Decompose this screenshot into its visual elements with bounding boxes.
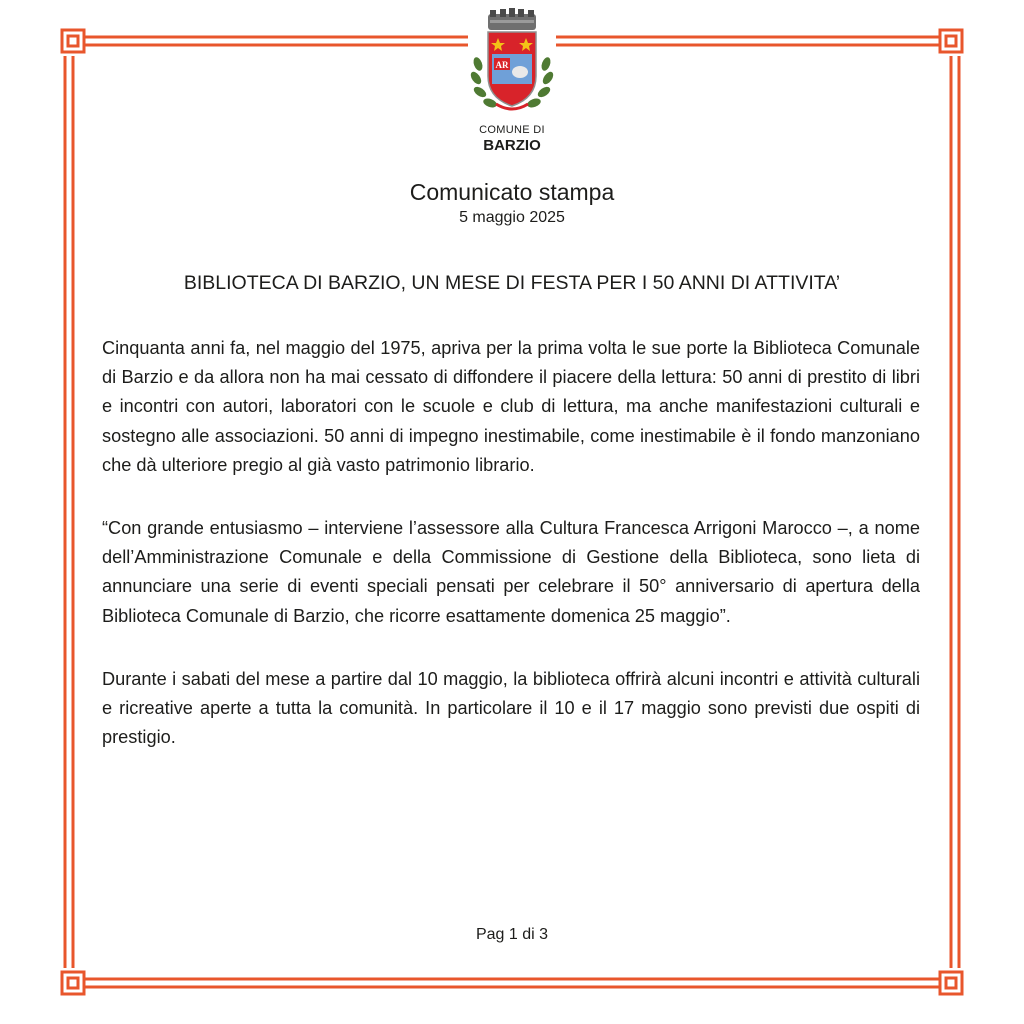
- paragraph: Durante i sabati del mese a partire dal 10 maggio, la biblioteca offrirà alcuni incontri e attività culturali e ricreative aperte a tutta la comunità. In particolare il 10 e il 17 maggio sono previsti due ospiti di prestigio.: [102, 668, 920, 748]
- svg-text:AR: AR: [495, 60, 509, 70]
- paragraph: Cinquanta anni fa, nel maggio del 1975, apriva per la prima volta le sue porte la Biblioteca Comunale di Barzio e da allora non ha mai cessato di diffondere il piacere della lettura: 50 anni di prestito di libri e incontri con autori, laboratori con le scuole e club di lettura, ma anche manifestazioni culturali e sostegno alle associazioni. 50 anni di impegno inestimabile, come inestimabile è il fondo manzoniano che dà ulteriore pregio al già vasto patrimonio librario.: [102, 338, 920, 475]
- corner-ornament-icon: [62, 972, 84, 994]
- comune-name: BARZIO: [483, 137, 541, 154]
- document-type: Comunicato stampa: [409, 179, 615, 205]
- corner-ornament-icon: [940, 30, 962, 52]
- corner-ornament-icon: [62, 30, 84, 52]
- corner-ornament-icon: [940, 972, 962, 994]
- press-release-headline: BIBLIOTECA DI BARZIO, UN MESE DI FESTA PER I 50 ANNI DI ATTIVITA’: [183, 272, 841, 294]
- paragraph: “Con grande entusiasmo – interviene l’assessore alla Cultura Francesca Arrigoni Marocco –, a nome dell’Amministrazione Comunale e della Commissione di Gestione della Biblioteca, sono lieta di annunciare una serie di eventi speciali pensati per celebrare il 50° anniversario di apertura della Biblioteca Comunale di Barzio, che ricorre esattamente domenica 25 maggio”.: [102, 518, 920, 626]
- coat-of-arms-icon: [462, 6, 562, 126]
- comune-label: COMUNE DI: [479, 124, 545, 136]
- document-date: 5 maggio 2025: [459, 209, 565, 226]
- page-number: Pag 1 di 3: [475, 926, 549, 943]
- body-text: [102, 334, 920, 786]
